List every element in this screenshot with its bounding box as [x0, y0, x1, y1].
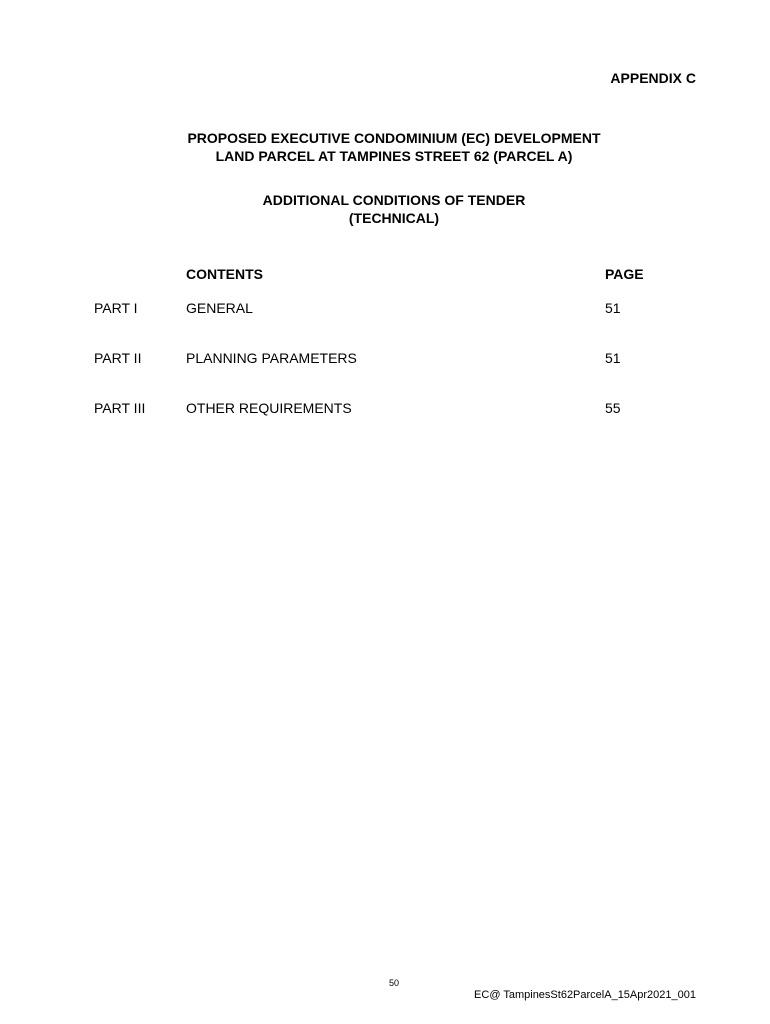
toc-row [0, 400, 770, 420]
page-number: 50 [388, 978, 399, 988]
toc-part: PART I [94, 300, 138, 316]
appendix-label: APPENDIX C [610, 70, 696, 86]
toc-page-header: PAGE [605, 266, 644, 282]
footer-reference: EC@ TampinesSt62ParcelA_15Apr2021_001 [474, 989, 696, 1001]
toc-title: GENERAL [186, 300, 253, 316]
subtitle-line: ADDITIONAL CONDITIONS OF TENDER [262, 192, 526, 208]
toc-page: 55 [605, 400, 621, 416]
toc-page: 51 [605, 300, 621, 316]
title-line: PROPOSED EXECUTIVE CONDOMINIUM (EC) DEVELOPMENT [187, 130, 601, 146]
title-line: LAND PARCEL AT TAMPINES STREET 62 (PARCEL A) [215, 148, 573, 164]
toc-row [0, 350, 770, 370]
toc-title: PLANNING PARAMETERS [186, 350, 357, 366]
subtitle-line: (TECHNICAL) [348, 210, 440, 226]
toc-row [0, 300, 770, 320]
toc-part: PART III [94, 400, 146, 416]
document-subtitle [0, 191, 770, 227]
toc-part: PART II [94, 350, 142, 366]
toc-page: 51 [605, 350, 621, 366]
toc-title: OTHER REQUIREMENTS [186, 400, 352, 416]
toc-contents-header: CONTENTS [186, 266, 263, 282]
document-title [0, 129, 770, 165]
